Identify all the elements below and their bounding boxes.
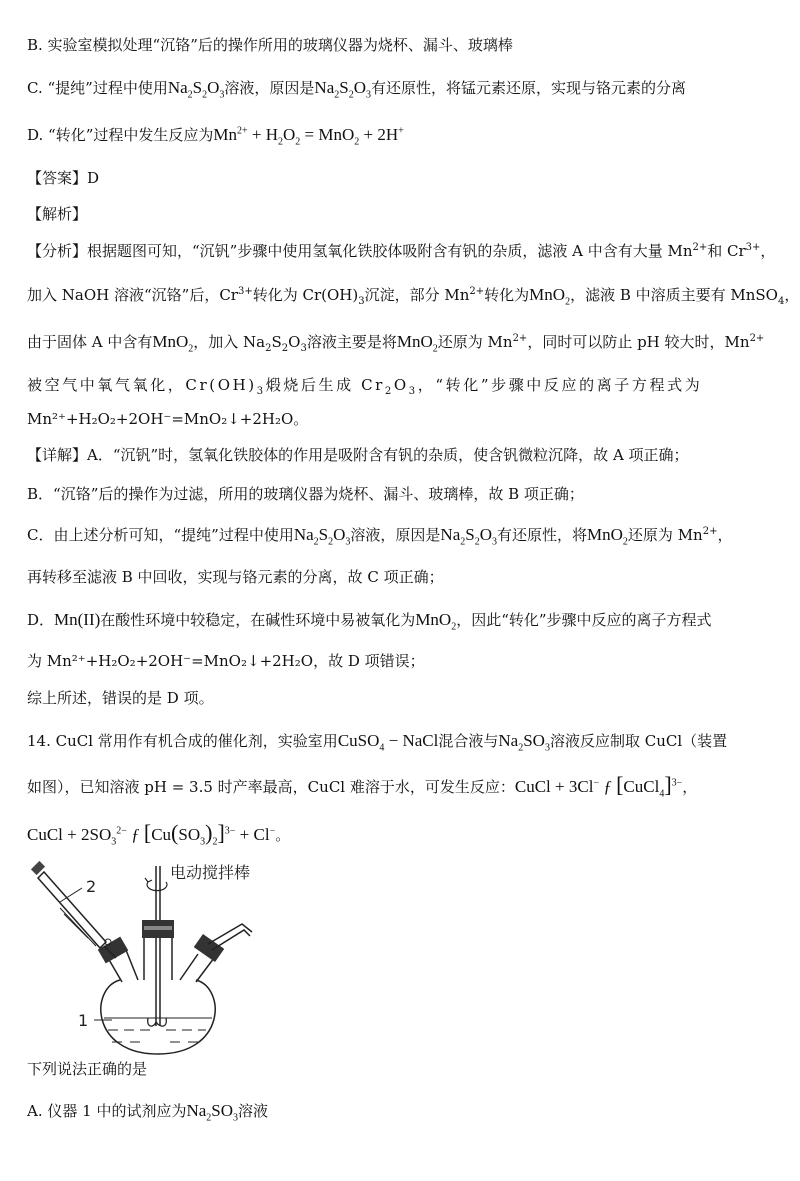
answer-line: 【答案】D [27, 169, 100, 187]
analysis-line-2: 加入 NaOH 溶液“沉铬”后，$Cr^{3+}$转化为 $Cr(OH)_3$沉淀，部分 $Mn^{2+}$转化为MnO$_2$，滤液 B 中溶质主要有 MnSO$_4$， [27, 285, 800, 308]
detail-summary: 综上所述，错误的是 D 项。 [27, 689, 214, 707]
gas-outlet-tube [208, 924, 252, 944]
analysis-line-5: Mn²⁺+H₂O₂+2OH⁻=MnO₂↓+2H₂O。 [27, 410, 309, 428]
option-b: B. 实验室模拟处理“沉铬”后的操作所用的玻璃仪器为烧杯、漏斗、玻璃棒 [27, 36, 513, 54]
three-neck-flask [101, 980, 215, 1054]
label-stirrer: 电动搅拌棒 [170, 863, 251, 882]
right-stopper [194, 934, 224, 962]
detail-line-a: 【详解】A．“沉钒”时，氢氧化铁胶体的作用是吸附含有钒的杂质，使含钒微粒沉降，故 A 项正确； [27, 446, 689, 464]
detail-line-d1: D．Mn(II)在酸性环境中较稳定，在碱性环境中易被氧化为MnO$_2$，因此“转化”步骤中反应的离子方程式 [27, 610, 712, 633]
rotation-arrow-icon [147, 882, 167, 891]
q14-line-2: 如图），已知溶液 pH = 3.5 时产率最高，CuCl 难溶于水，可发生反应：CuCl + 3Cl− ƒ [CuCl$_4$]$^{3-}$， [27, 772, 698, 800]
analysis-line-4: 被空气中氧气氧化，$Cr(OH)_3$煅烧后生成 $Cr_2O_3$，“转化”步骤中反应的离子方程式为 [27, 376, 703, 397]
detail-line-c2: 再转移至滤液 B 中回收，实现与铬元素的分离，故 C 项正确； [27, 568, 444, 586]
stirrer-blade [148, 1018, 167, 1026]
q14-line-1: 14. CuCl 常用作有机合成的催化剂，实验室用CuSO$_4$ − NaCl混合液与$Na_2SO_3$溶液反应制取 CuCl（装置 [27, 731, 728, 754]
detail-line-b: B．“沉铬”后的操作为过滤，所用的玻璃仪器为烧杯、漏斗、玻璃棒，故 B 项正确； [27, 485, 584, 503]
question-prompt: 下列说法正确的是 [27, 1060, 148, 1078]
detail-line-d2: 为 Mn²⁺+H₂O₂+2OH⁻=MnO₂↓+2H₂O，故 D 项错误； [27, 652, 425, 670]
detail-line-c1: C．由上述分析可知，“提纯”过程中使用$Na_2S_2O_3$溶液，原因是$Na_2S_2O_3$有还原性，将MnO$_2$还原为 $Mn^{2+}$， [27, 525, 733, 548]
apparatus-diagram [20, 858, 320, 1058]
option-c: C. “提纯”过程中使用$Na_2S_2O_3$溶液，原因是$Na_2S_2O_3$有还原性，将锰元素还原，实现与铬元素的分离 [27, 78, 687, 101]
q14-line-3: CuCl + $2SO_3^{2-}$ ƒ $[Cu(SO_3)_2]^{3-} + Cl^-$。 [27, 820, 291, 848]
label-2: 2 [86, 877, 97, 896]
label-1: 1 [78, 1011, 89, 1030]
analysis-heading: 【解析】 [27, 205, 88, 223]
analysis-line-3: 由于固体 A 中含有MnO$_2$，加入 $Na_2S_2O_3$溶液主要是将MnO$_2$还原为 $Mn^{2+}$，同时可以防止 pH 较大时，$Mn^{2+}$ [27, 332, 765, 355]
option-d: D. “转化”过程中发生反应为$Mn^{2+} + H_2O_2 = MnO_2 + 2H^+$ [27, 125, 404, 148]
option-a: A. 仪器 1 中的试剂应为$Na_2SO_3$溶液 [27, 1101, 269, 1124]
analysis-line-1: 【分析】根据题图可知，“沉钒”步骤中使用氢氧化铁胶体吸附含有钒的杂质，滤液 A 中含有大量 $Mn^{2+}$和 $Cr^{3+}$， [27, 242, 776, 260]
